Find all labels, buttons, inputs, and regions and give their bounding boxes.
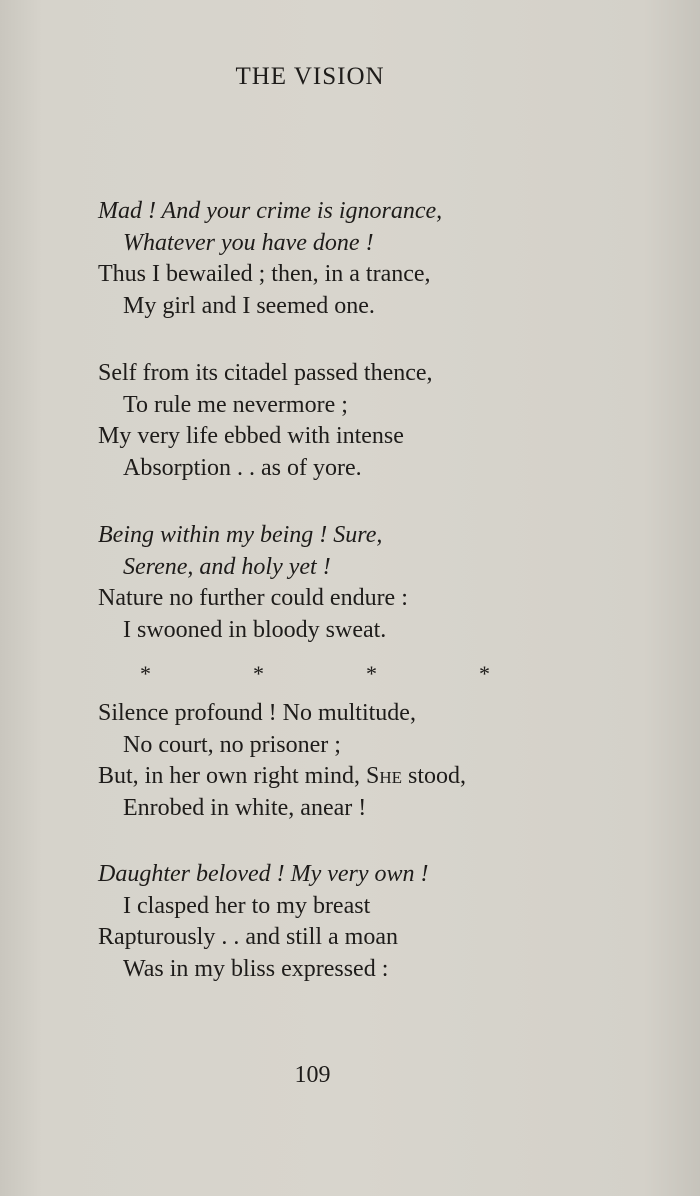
poem-line: Self from its citadel passed thence, — [98, 360, 433, 386]
poem-line: Mad ! And your crime is ignorance, — [98, 198, 443, 224]
poem-line: Was in my bliss expressed : — [123, 955, 389, 982]
divider-asterisk: * — [479, 661, 490, 686]
poem-line: Daughter beloved ! My very own ! — [98, 861, 429, 887]
poem-line: No court, no prisoner ; — [123, 731, 341, 758]
poem-line: Enrobed in white, anear ! — [123, 794, 367, 821]
divider-asterisk: * — [253, 661, 264, 686]
stanza — [98, 196, 442, 322]
poem-line: Nature no further could endure : — [98, 585, 408, 611]
poem-line-text: But, in her own right mind, — [98, 763, 366, 789]
poem-line: I swooned in bloody sweat. — [123, 616, 387, 643]
stanza — [98, 520, 442, 646]
poem-line: Thus I bewailed ; then, in a trance, — [98, 261, 431, 287]
poem-line: Whatever you have done ! — [123, 229, 374, 256]
divider-asterisk: * — [366, 661, 377, 686]
poem-line — [98, 761, 466, 793]
poem-line: My girl and I seemed one. — [123, 292, 375, 319]
divider-asterisk: * — [140, 661, 151, 686]
stanza — [98, 859, 429, 985]
poem-line: To rule me nevermore ; — [123, 391, 348, 418]
poem-line: Silence profound ! No multitude, — [98, 700, 416, 726]
poem-line-emphasis: She — [365, 763, 402, 789]
poem-line: Serene, and holy yet ! — [123, 553, 331, 580]
poem-line: Absorption . . as of yore. — [123, 454, 362, 481]
poem-line: Being within my being ! Sure, — [98, 522, 383, 548]
poem-line: I clasped her to my breast — [123, 892, 371, 919]
stanza — [98, 358, 442, 484]
section-divider — [140, 661, 490, 687]
page-title: THE VISION — [235, 63, 385, 90]
poem-line-text: stood, — [402, 763, 467, 789]
stanza — [98, 698, 466, 824]
poem-line: My very life ebbed with intense — [98, 423, 404, 449]
poem-body — [98, 196, 442, 682]
poem-line: Rapturously . . and still a moan — [98, 924, 398, 950]
page-number: 109 — [294, 1062, 331, 1088]
